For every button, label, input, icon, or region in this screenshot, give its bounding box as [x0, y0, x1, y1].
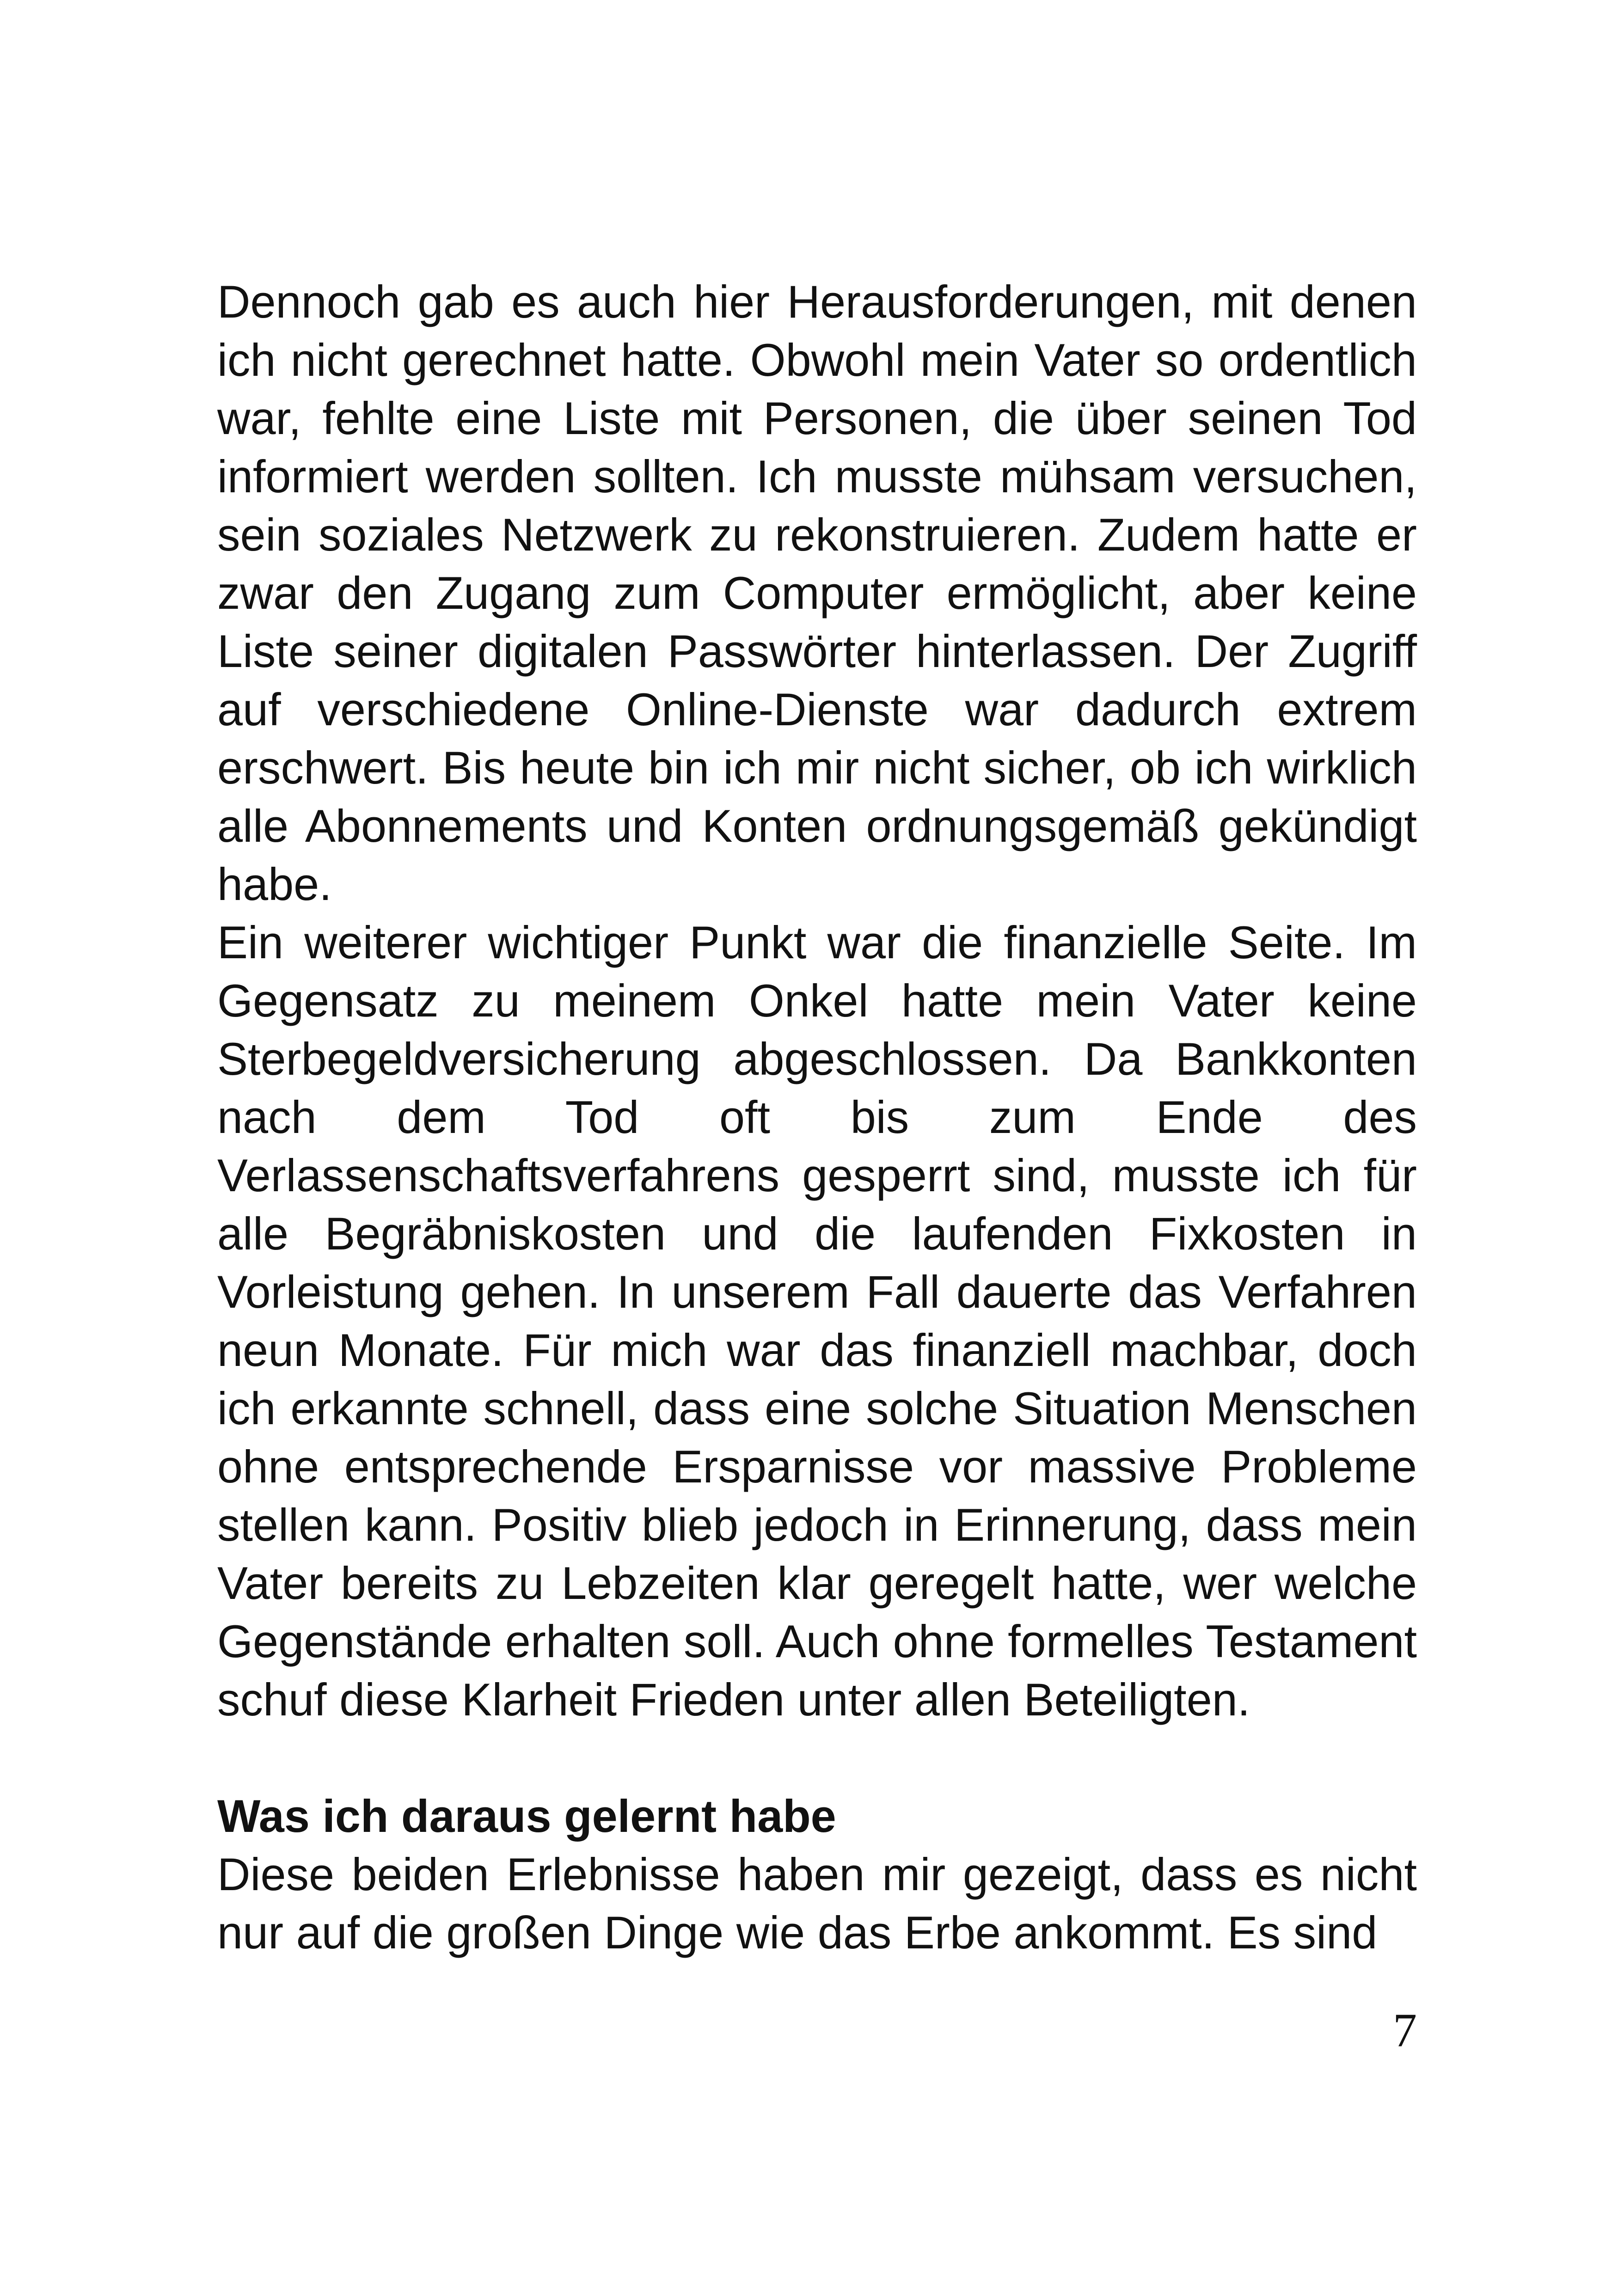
paragraph-challenges: Dennoch gab es auch hier Herausforderungen, mit denen ich nicht gerechnet hatte. Obwohl mein Vater so ordentlich war, fehlte eine Liste mit Personen, die über seinen Tod informiert werden sollten. Ich musste mühsam versuchen, sein soziales Netzwerk zu rekonstruieren. Zudem hatte er zwar den Zugang zum Computer ermöglicht, aber keine Liste seiner digitalen Passwörter hinterlassen. Der Zugriff auf verschiedene Online-Dienste war dadurch extrem erschwert. Bis heute bin ich mir nicht sicher, ob ich wirklich alle Abonnements und Konten ordnungsgemäß gekündigt habe.: [217, 276, 1417, 910]
body-text: [217, 273, 1417, 1962]
paragraph-spacer: [217, 1729, 1417, 1787]
paragraph-lessons: Diese beiden Erlebnisse haben mir gezeigt, dass es nicht nur auf die großen Dinge wie das Erbe ankommt. Es sind: [217, 1849, 1417, 1958]
page-number: 7: [1393, 2004, 1417, 2057]
section-heading: Was ich daraus gelernt habe: [217, 1790, 836, 1842]
paragraph-finances: Ein weiterer wichtiger Punkt war die finanzielle Seite. Im Gegensatz zu meinem Onkel hatte mein Vater keine Sterbegeldversicherung abgeschlossen. Da Bankkonten nach dem Tod oft bis zum Ende des Verlassenschaftsverfahrens gesperrt sind, musste ich für alle Begräbniskosten und die laufenden Fixkosten in Vorleistung gehen. In unserem Fall dauerte das Verfahren neun Monate. Für mich war das finanziell machbar, doch ich erkannte schnell, dass eine solche Situation Menschen ohne entsprechende Ersparnisse vor massive Probleme stellen kann. Positiv blieb jedoch in Erinnerung, dass mein Vater bereits zu Lebzeiten klar geregelt hatte, wer welche Gegenstände erhalten soll. Auch ohne formelles Testament schuf diese Klarheit Frieden unter allen Beteiligten.: [217, 917, 1417, 1725]
